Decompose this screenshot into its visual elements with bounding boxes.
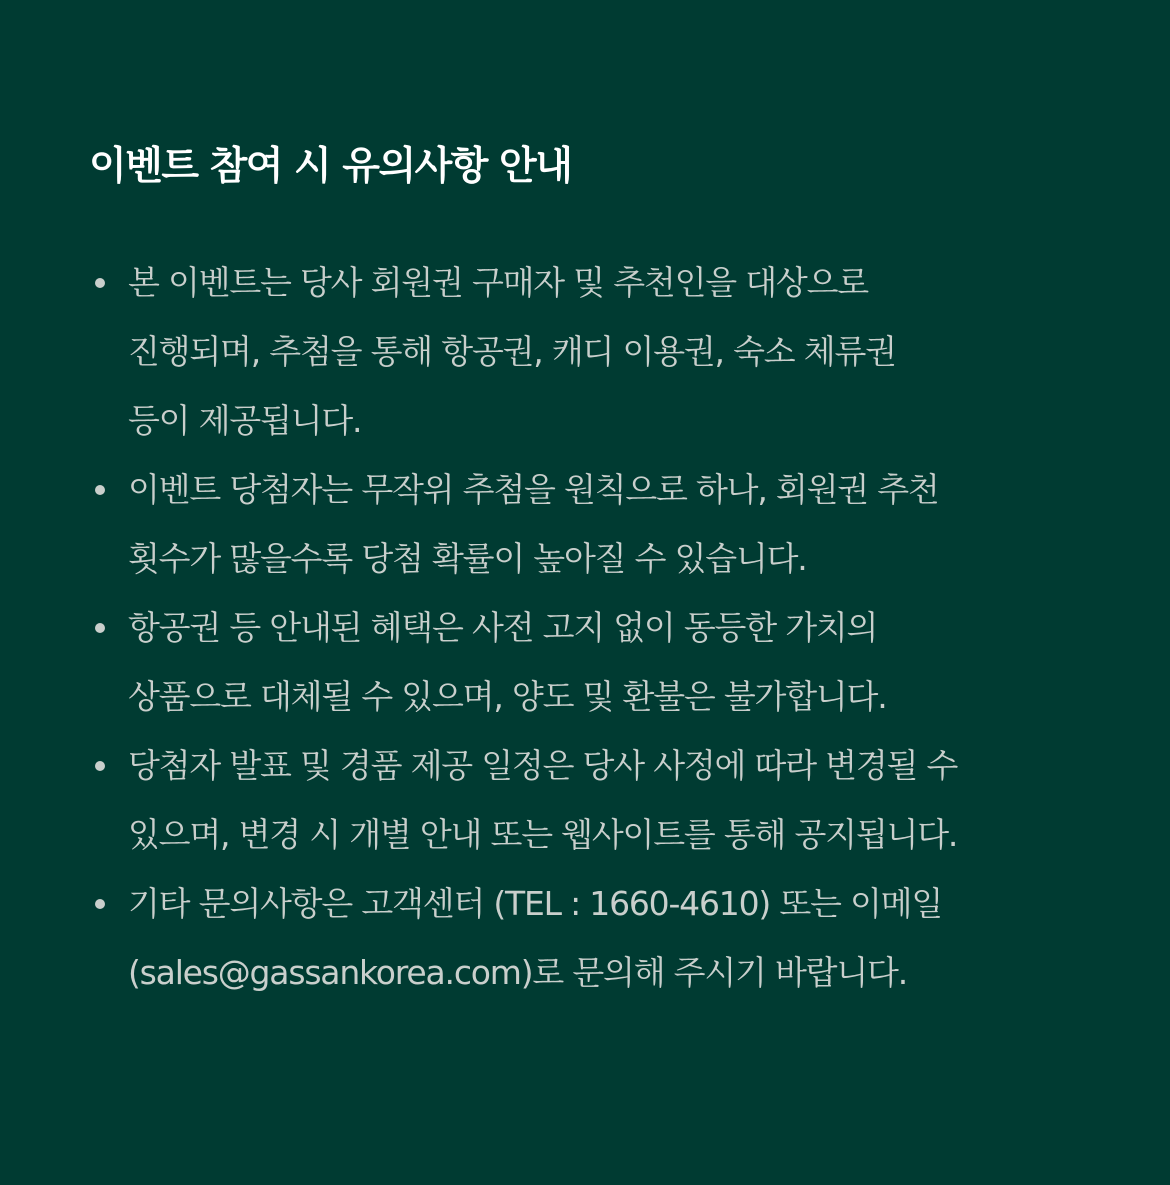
notice-line: (sales@gassankorea.com)로 문의해 주시기 바랍니다. bbox=[128, 953, 907, 992]
notice-section bbox=[89, 138, 1049, 1007]
bullet-icon bbox=[95, 485, 105, 495]
notice-line: 이벤트 당첨자는 무작위 추첨을 원칙으로 하나, 회원권 추천 bbox=[128, 470, 939, 509]
notice-list bbox=[89, 248, 1049, 1007]
notice-line: 당첨자 발표 및 경품 제공 일정은 당사 사정에 따라 변경될 수 bbox=[128, 746, 958, 785]
notice-item bbox=[89, 593, 1049, 731]
notice-line: 본 이벤트는 당사 회원권 구매자 및 추천인을 대상으로 bbox=[128, 263, 868, 302]
notice-item bbox=[89, 869, 1049, 1007]
notice-line: 등이 제공됩니다. bbox=[128, 401, 362, 440]
notice-line: 진행되며, 추첨을 통해 항공권, 캐디 이용권, 숙소 체류권 bbox=[128, 332, 896, 371]
notice-line: 상품으로 대체될 수 있으며, 양도 및 환불은 불가합니다. bbox=[128, 677, 887, 716]
bullet-icon bbox=[95, 278, 105, 288]
bullet-icon bbox=[95, 623, 105, 633]
bullet-icon bbox=[95, 761, 105, 771]
notice-line: 있으며, 변경 시 개별 안내 또는 웹사이트를 통해 공지됩니다. bbox=[128, 815, 958, 854]
notice-item bbox=[89, 248, 1049, 455]
notice-line: 항공권 등 안내된 혜택은 사전 고지 없이 동등한 가치의 bbox=[128, 608, 878, 647]
notice-title: 이벤트 참여 시 유의사항 안내 bbox=[89, 144, 572, 189]
notice-item bbox=[89, 731, 1049, 869]
notice-line: 기타 문의사항은 고객센터 (TEL : 1660-4610) 또는 이메일 bbox=[128, 884, 943, 923]
notice-line: 횟수가 많을수록 당첨 확률이 높아질 수 있습니다. bbox=[128, 539, 807, 578]
notice-item bbox=[89, 455, 1049, 593]
bullet-icon bbox=[95, 899, 105, 909]
